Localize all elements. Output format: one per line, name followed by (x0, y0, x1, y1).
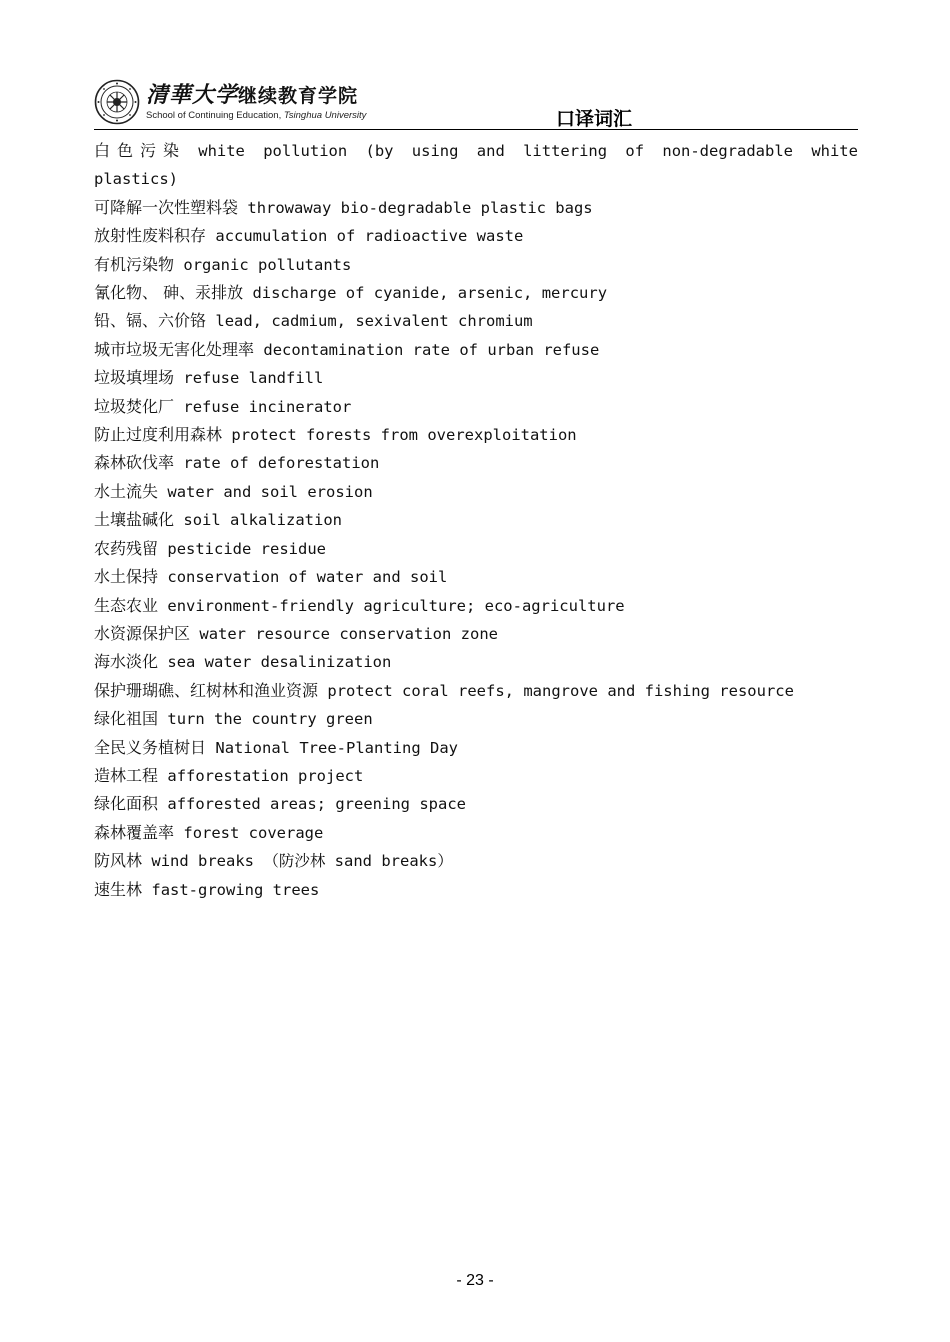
vocabulary-list (94, 137, 858, 904)
vocab-entry (94, 563, 858, 591)
vocab-chinese: 水土流失 (94, 481, 159, 501)
vocab-english: afforestation project (167, 766, 364, 785)
vocab-english: protect coral reefs, mangrove and fishing resource (327, 681, 794, 700)
vocab-english: water resource conservation zone (199, 624, 498, 643)
logo-calligraphy: 清華大学 (146, 82, 239, 108)
vocab-entry (94, 705, 858, 733)
vocab-chinese: 有机污染物 (94, 254, 175, 274)
university-seal-icon (94, 79, 140, 125)
vocab-chinese: 铅、镉、六价铬 (94, 311, 207, 331)
page-header (94, 76, 858, 132)
vocab-english: turn the country green (167, 710, 373, 729)
vocab-english: pesticide residue (167, 539, 326, 558)
vocab-entry (94, 336, 858, 364)
vocab-entry (94, 677, 858, 705)
vocab-entry (94, 506, 858, 534)
vocab-entry (94, 620, 858, 648)
vocab-chinese: 森林砍伐率 (94, 453, 175, 473)
vocab-entry (94, 137, 858, 194)
vocab-english: forest coverage (183, 823, 324, 842)
vocab-chinese: 垃圾焚化厂 (94, 396, 175, 416)
vocab-english: white pollution (by using and littering of non-degradable white plastics) (94, 142, 858, 189)
logo-chinese-name (146, 78, 358, 109)
vocab-chinese: 氰化物、 砷、汞排放 (94, 283, 244, 303)
vocab-entry (94, 847, 858, 875)
vocab-english: afforested areas; greening space (167, 795, 466, 814)
logo-en-prefix: School of Continuing Education, (146, 110, 284, 121)
vocab-entry (94, 790, 858, 818)
vocab-entry (94, 222, 858, 250)
vocab-chinese: 防风林 (94, 851, 143, 871)
vocab-english: fast-growing trees (151, 880, 320, 899)
vocab-english: protect forests from overexploitation (231, 426, 577, 445)
vocab-chinese: 垃圾填埋场 (94, 368, 175, 388)
vocab-chinese: 放射性废料积存 (94, 226, 207, 246)
vocab-entry (94, 535, 858, 563)
vocab-english: water and soil erosion (167, 482, 373, 501)
vocab-entry (94, 762, 858, 790)
vocab-english: rate of deforestation (183, 454, 380, 473)
vocab-entry (94, 421, 858, 449)
vocab-chinese: 森林覆盖率 (94, 822, 175, 842)
logo-english-name (146, 110, 366, 121)
vocab-english: environment-friendly agriculture; eco-agriculture (167, 596, 625, 615)
logo-school-name: 继续教育学院 (238, 85, 359, 107)
vocab-entry (94, 194, 858, 222)
vocab-english: lead, cadmium, sexivalent chromium (215, 312, 533, 331)
page-number: - 23 - (456, 1272, 494, 1289)
vocab-english: refuse incinerator (183, 397, 352, 416)
logo-en-university: Tsinghua University (283, 110, 367, 121)
vocab-english: National Tree-Planting Day (215, 738, 458, 757)
vocab-english: refuse landfill (183, 369, 324, 388)
vocab-english: sea water desalinization (167, 653, 392, 672)
vocab-chinese: 水土保持 (94, 567, 159, 587)
vocab-entry (94, 449, 858, 477)
vocab-entry (94, 251, 858, 279)
vocab-chinese: 生态农业 (94, 595, 159, 615)
vocab-entry (94, 279, 858, 307)
vocab-english: soil alkalization (183, 511, 342, 530)
vocab-chinese: 水资源保护区 (94, 623, 191, 643)
vocab-english: decontamination rate of urban refuse (263, 340, 600, 359)
vocab-chinese: 绿化面积 (94, 794, 159, 814)
page-title: 口译词汇 (555, 108, 632, 130)
vocab-entry (94, 819, 858, 847)
vocab-chinese: 农药残留 (94, 538, 159, 558)
vocab-chinese: 保护珊瑚礁、红树林和渔业资源 (94, 680, 319, 700)
vocab-chinese: 速生林 (94, 879, 143, 899)
vocab-chinese: 全民义务植树日 (94, 737, 207, 757)
vocab-english: accumulation of radioactive waste (215, 227, 524, 246)
vocab-chinese: 土壤盐碱化 (94, 510, 175, 530)
vocab-entry (94, 364, 858, 392)
vocab-entry (94, 648, 858, 676)
vocab-english: wind breaks （防沙林 sand breaks） (151, 852, 453, 871)
vocab-chinese: 城市垃圾无害化处理率 (94, 339, 255, 359)
vocab-english: throwaway bio-degradable plastic bags (247, 198, 593, 217)
vocab-english: discharge of cyanide, arsenic, mercury (252, 284, 608, 303)
vocab-english: conservation of water and soil (167, 568, 448, 587)
vocab-chinese: 造林工程 (94, 765, 159, 785)
vocab-entry (94, 876, 858, 904)
vocab-entry (94, 734, 858, 762)
vocab-chinese: 防止过度利用森林 (94, 425, 223, 445)
vocab-entry (94, 307, 858, 335)
vocab-entry (94, 478, 858, 506)
vocab-chinese: 绿化祖国 (94, 709, 159, 729)
vocab-entry (94, 592, 858, 620)
vocab-english: organic pollutants (183, 255, 352, 274)
vocab-chinese: 白色污染 (94, 141, 186, 160)
header-divider (94, 129, 858, 130)
vocab-chinese: 可降解一次性塑料袋 (94, 197, 239, 217)
vocab-entry (94, 393, 858, 421)
vocab-chinese: 海水淡化 (94, 652, 159, 672)
